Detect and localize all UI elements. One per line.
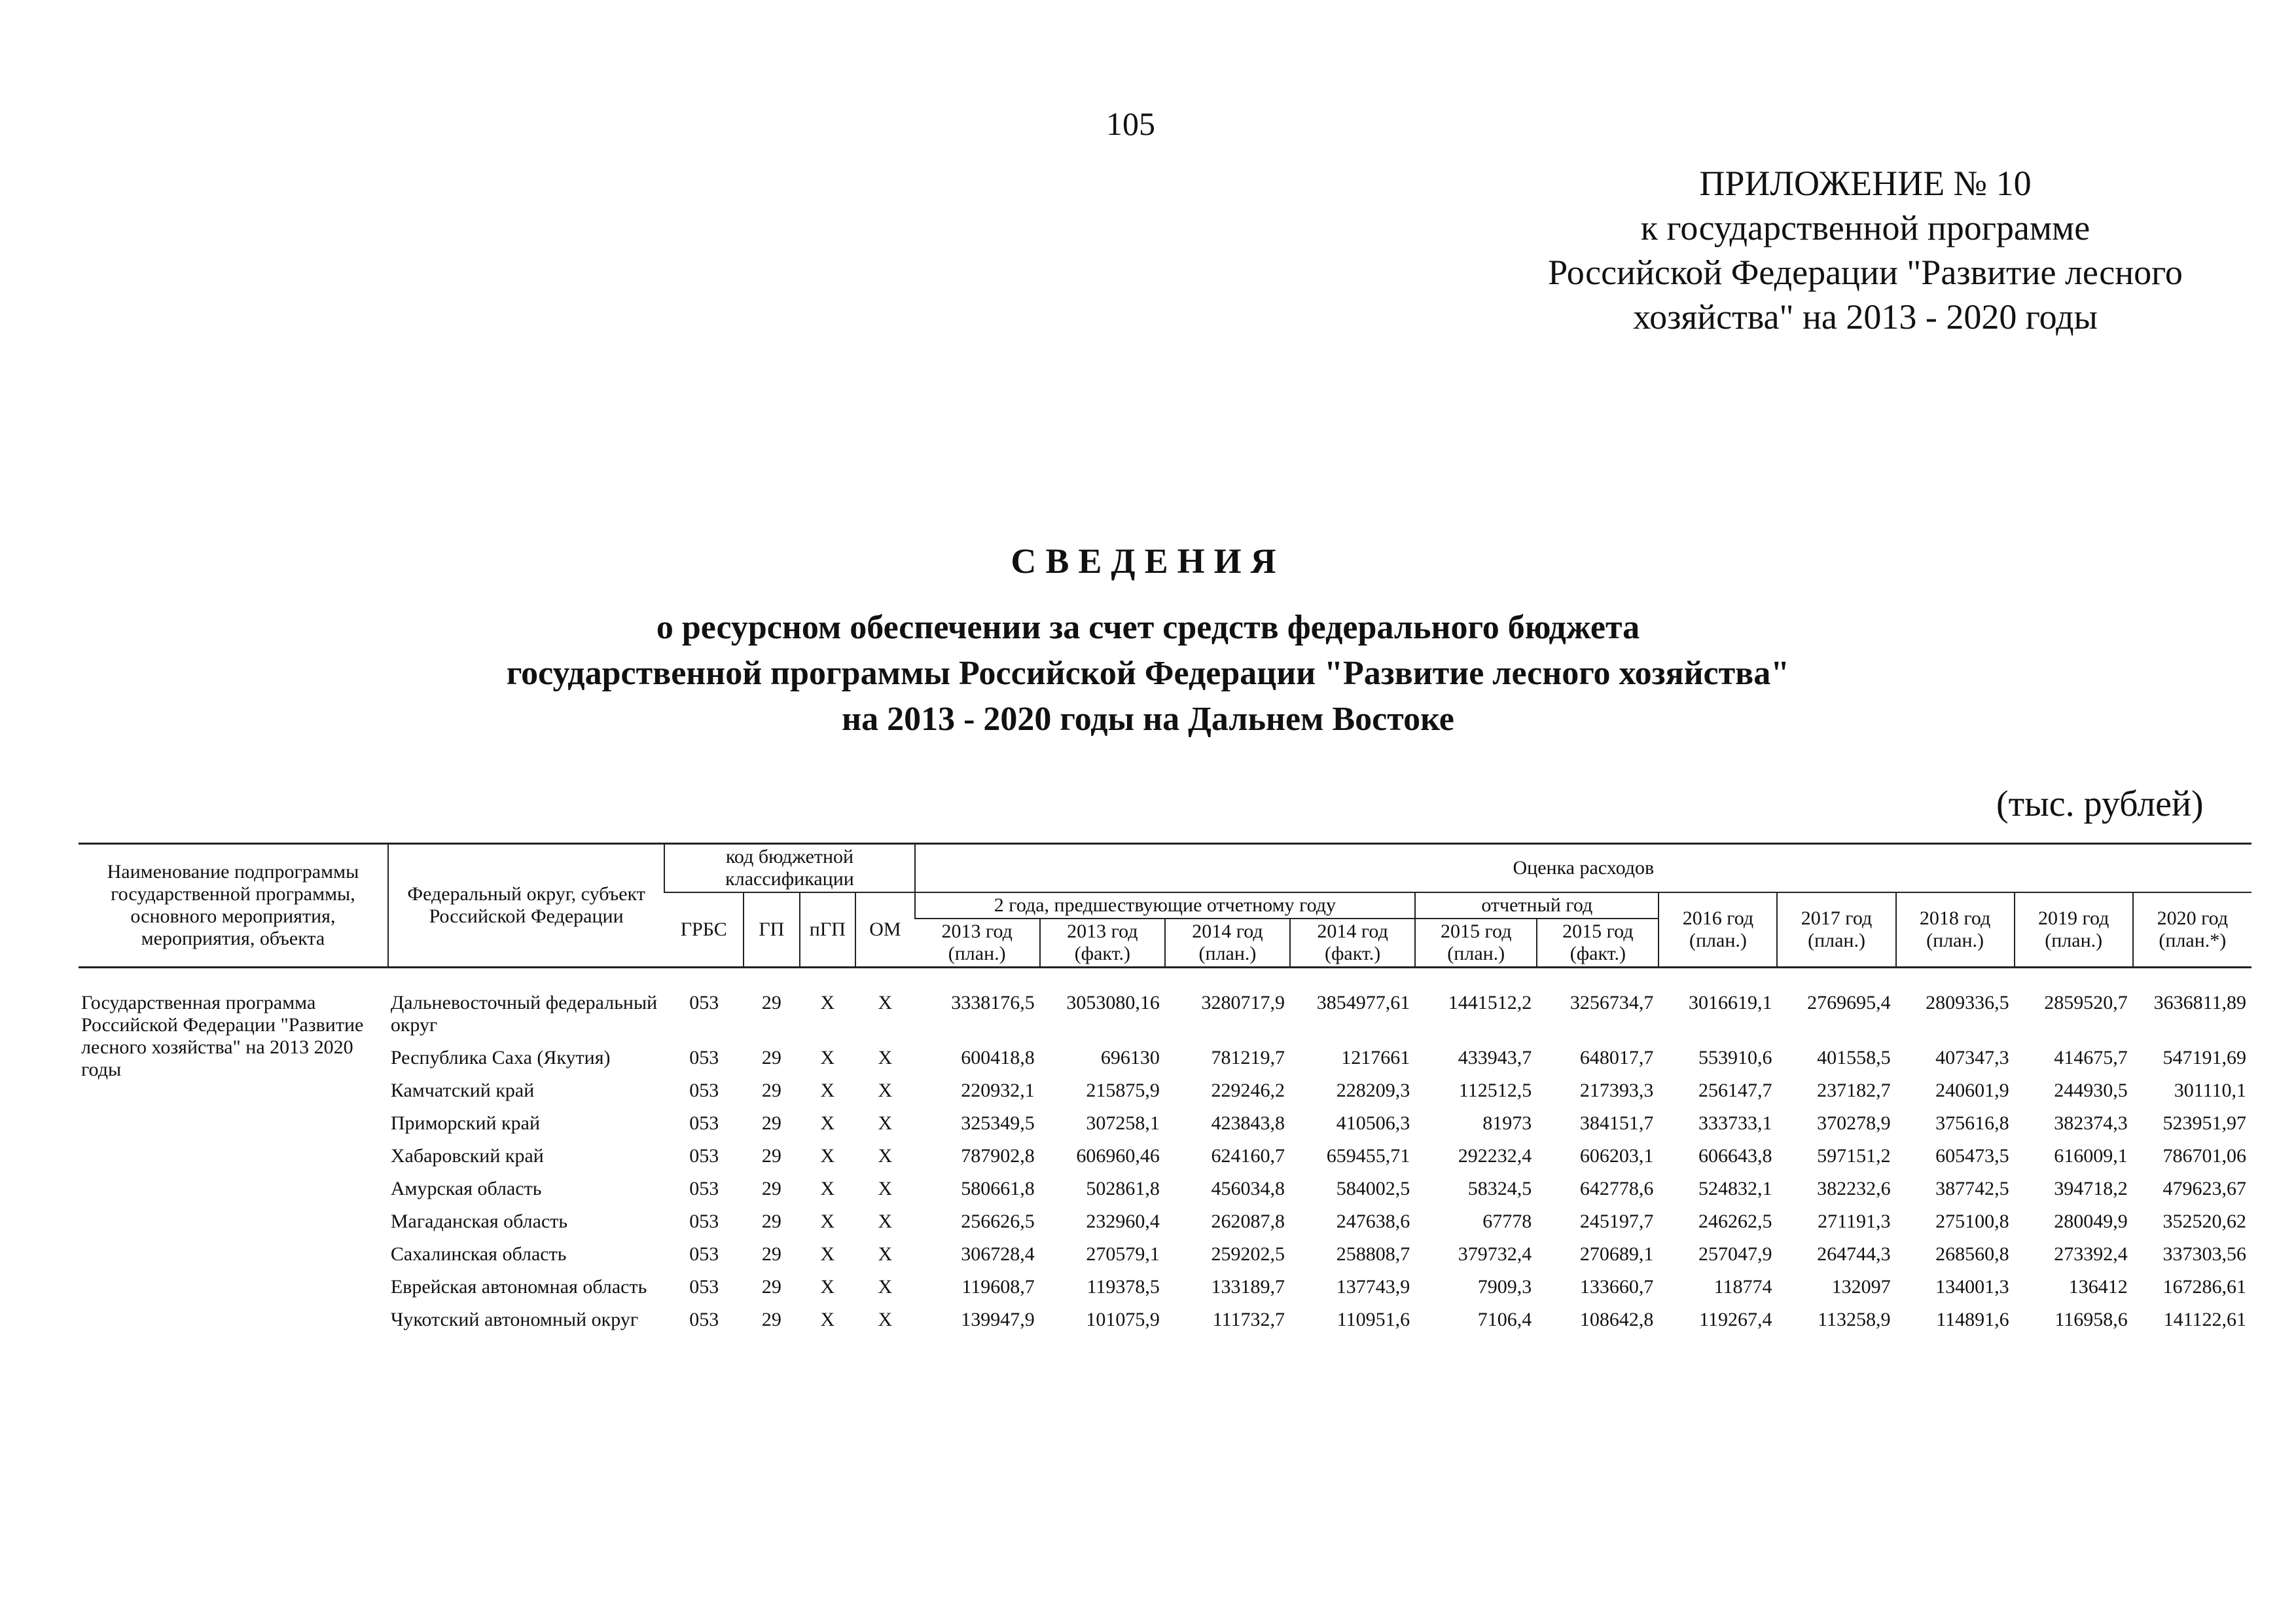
gp-cell: 29: [761, 1309, 781, 1330]
value-2013-plan: 256626,5: [961, 1211, 1035, 1232]
value-2013-fact: 101075,9: [1086, 1309, 1160, 1330]
value-2019: 382374,3: [2054, 1112, 2128, 1134]
grbs-cell: 053: [689, 992, 719, 1013]
value-2015-fact: 606203,1: [1579, 1145, 1654, 1167]
value-2017: 113258,9: [1818, 1309, 1891, 1330]
gp-cell: 29: [761, 1080, 781, 1101]
value-2013-plan: 600418,8: [961, 1047, 1035, 1068]
table-row: [79, 1306, 2251, 1339]
value-2015-plan: 58324,5: [1467, 1178, 1532, 1199]
value-2014-plan: 423843,8: [1211, 1112, 1285, 1134]
header-2020: 2020 год (план.*): [2133, 892, 2251, 968]
region-cell: Приморский край: [390, 1112, 540, 1134]
region-cell: Хабаровский край: [390, 1145, 544, 1167]
value-2018: 375616,8: [1935, 1112, 2009, 1134]
gp-cell: 29: [761, 1178, 781, 1199]
table-row: [79, 1175, 2251, 1208]
value-2020: 479623,67: [2162, 1178, 2246, 1199]
om-cell: Х: [878, 992, 893, 1013]
grbs-cell: 053: [689, 1211, 719, 1232]
subtitle-line-3: на 2013 - 2020 годы на Дальнем Востоке: [842, 701, 1454, 738]
value-2014-fact: 228209,3: [1336, 1080, 1410, 1101]
header-2014-fact: 2014 год (факт.): [1290, 919, 1415, 968]
value-2015-fact: 108642,8: [1579, 1309, 1654, 1330]
value-2013-plan: 325349,5: [961, 1112, 1035, 1134]
header-2017: 2017 год (план.): [1777, 892, 1895, 968]
value-2013-fact: 307258,1: [1086, 1112, 1160, 1134]
value-2014-fact: 659455,71: [1326, 1145, 1410, 1167]
value-2013-plan: 787902,8: [961, 1145, 1035, 1167]
pgp-cell: Х: [820, 992, 835, 1013]
value-2018: 387742,5: [1935, 1178, 2009, 1199]
value-2020: 167286,61: [2162, 1276, 2246, 1298]
value-2015-fact: 384151,7: [1579, 1112, 1654, 1134]
value-2014-fact: 258808,7: [1336, 1243, 1410, 1265]
value-2013-fact: 270579,1: [1086, 1243, 1160, 1265]
header-prior-years: 2 года, предшествующие отчетному году: [915, 892, 1416, 919]
value-2020: 141122,61: [2163, 1309, 2246, 1330]
region-cell: Республика Саха (Якутия): [390, 1047, 611, 1068]
value-2020: 337303,56: [2162, 1243, 2246, 1265]
value-2014-plan: 262087,8: [1211, 1211, 1285, 1232]
value-2014-plan: 259202,5: [1211, 1243, 1285, 1265]
grbs-cell: 053: [689, 1178, 719, 1199]
header-estimate-group: Оценка расходов: [915, 844, 2251, 893]
value-2013-fact: 119378,5: [1086, 1276, 1160, 1298]
appendix-line-4: хозяйства" на 2013 - 2020 годы: [1633, 297, 2098, 337]
header-2013-fact: 2013 год (факт.): [1040, 919, 1165, 968]
header-report-year: отчетный год: [1415, 892, 1659, 919]
value-2015-plan: 292232,4: [1458, 1145, 1532, 1167]
value-2015-fact: 642778,6: [1579, 1178, 1654, 1199]
value-2015-plan: 1441512,2: [1448, 992, 1532, 1013]
value-2016: 524832,1: [1698, 1178, 1772, 1199]
grbs-cell: 053: [689, 1309, 719, 1330]
table-row: [79, 1208, 2251, 1241]
value-2017: 382232,6: [1817, 1178, 1891, 1199]
value-2015-plan: 433943,7: [1458, 1047, 1532, 1068]
value-2013-fact: 696130: [1100, 1047, 1160, 1068]
header-2018: 2018 год (план.): [1896, 892, 2015, 968]
value-2019: 394718,2: [2054, 1178, 2128, 1199]
grbs-cell: 053: [689, 1145, 719, 1167]
budget-table: [79, 843, 2251, 1339]
value-2014-plan: 624160,7: [1211, 1145, 1285, 1167]
value-2013-plan: 220932,1: [961, 1080, 1035, 1101]
header-pgp: пГП: [800, 892, 856, 968]
header-2014-plan: 2014 год (план.): [1165, 919, 1290, 968]
pgp-cell: Х: [820, 1178, 835, 1199]
value-2018: 2809336,5: [1926, 992, 2009, 1013]
appendix-block: [1505, 161, 2225, 339]
grbs-cell: 053: [689, 1112, 719, 1134]
pgp-cell: Х: [820, 1276, 835, 1298]
program-name-cell: Государственная программа Российской Федерации "Развитие лесного хозяйства" на 2013 2020 годы: [81, 992, 364, 1080]
header-2015-plan: 2015 год (план.): [1415, 919, 1537, 968]
value-2015-plan: 7909,3: [1477, 1276, 1532, 1298]
document-subtitle: [0, 605, 2296, 742]
value-2013-plan: 119608,7: [961, 1276, 1035, 1298]
header-2013-plan: 2013 год (план.): [915, 919, 1040, 968]
table-row: [79, 1077, 2251, 1110]
value-2019: 414675,7: [2054, 1047, 2128, 1068]
value-2013-plan: 306728,4: [961, 1243, 1035, 1265]
value-2014-fact: 247638,6: [1336, 1211, 1410, 1232]
gp-cell: 29: [761, 1047, 781, 1068]
table-row: [79, 968, 2251, 1045]
region-cell: Камчатский край: [390, 1080, 535, 1101]
value-2019: 280049,9: [2054, 1211, 2128, 1232]
value-2018: 605473,5: [1935, 1145, 2009, 1167]
value-2016: 118774: [1713, 1276, 1772, 1298]
appendix-line-3: Российской Федерации "Развитие лесного: [1548, 253, 2183, 292]
gp-cell: 29: [761, 1211, 781, 1232]
gp-cell: 29: [761, 1145, 781, 1167]
pgp-cell: Х: [820, 1145, 835, 1167]
value-2016: 553910,6: [1698, 1047, 1772, 1068]
pgp-cell: Х: [820, 1112, 835, 1134]
page-number: 105: [1106, 105, 1155, 142]
value-2017: 271191,3: [1818, 1211, 1891, 1232]
value-2015-fact: 133660,7: [1579, 1276, 1654, 1298]
value-2015-fact: 648017,7: [1579, 1047, 1654, 1068]
value-2017: 132097: [1831, 1276, 1891, 1298]
value-2020: 547191,69: [2162, 1047, 2246, 1068]
header-2015-fact: 2015 год (факт.): [1537, 919, 1659, 968]
table-row: [79, 1044, 2251, 1077]
value-2020: 301110,1: [2174, 1080, 2246, 1101]
om-cell: Х: [878, 1047, 893, 1068]
value-2016: 119267,4: [1699, 1309, 1772, 1330]
value-2013-plan: 3338176,5: [951, 992, 1035, 1013]
value-2014-fact: 137743,9: [1336, 1276, 1410, 1298]
value-2015-fact: 245197,7: [1579, 1211, 1654, 1232]
header-2019: 2019 год (план.): [2015, 892, 2133, 968]
table-row: [79, 1142, 2251, 1175]
om-cell: Х: [878, 1112, 893, 1134]
grbs-cell: 053: [689, 1047, 719, 1068]
value-2020: 352520,62: [2162, 1211, 2246, 1232]
value-2015-plan: 379732,4: [1458, 1243, 1532, 1265]
value-2020: 786701,06: [2162, 1145, 2246, 1167]
value-2020: 523951,97: [2162, 1112, 2246, 1134]
om-cell: Х: [878, 1276, 893, 1298]
value-2017: 597151,2: [1817, 1145, 1891, 1167]
value-2016: 333733,1: [1698, 1112, 1772, 1134]
value-2018: 134001,3: [1935, 1276, 2009, 1298]
value-2014-fact: 584002,5: [1336, 1178, 1410, 1199]
om-cell: Х: [878, 1145, 893, 1167]
value-2019: 116958,6: [2054, 1309, 2128, 1330]
table-row: [79, 1273, 2251, 1306]
om-cell: Х: [878, 1080, 893, 1101]
value-2015-plan: 67778: [1482, 1211, 1532, 1232]
region-cell: Чукотский автономный округ: [390, 1309, 639, 1330]
value-2019: 2859520,7: [2044, 992, 2128, 1013]
subtitle-line-1: о ресурсном обеспечении за счет средств федерального бюджета: [656, 609, 1640, 646]
value-2015-plan: 7106,4: [1477, 1309, 1532, 1330]
value-2020: 3636811,89: [2153, 992, 2246, 1013]
value-2016: 3016619,1: [1688, 992, 1772, 1013]
gp-cell: 29: [761, 1243, 781, 1265]
value-2019: 273392,4: [2054, 1243, 2128, 1265]
om-cell: Х: [878, 1211, 893, 1232]
header-program: Наименование подпрограммы государственной программы, основного мероприятия, мероприятия, объекта: [79, 844, 388, 968]
value-2013-fact: 215875,9: [1086, 1080, 1160, 1101]
pgp-cell: Х: [820, 1080, 835, 1101]
value-2016: 606643,8: [1698, 1145, 1772, 1167]
om-cell: Х: [878, 1243, 893, 1265]
header-gp: ГП: [744, 892, 800, 968]
value-2017: 370278,9: [1817, 1112, 1891, 1134]
pgp-cell: Х: [820, 1309, 835, 1330]
value-2014-plan: 111732,7: [1212, 1309, 1285, 1330]
value-2016: 256147,7: [1698, 1080, 1772, 1101]
table-row: [79, 1110, 2251, 1142]
value-2015-fact: 217393,3: [1579, 1080, 1654, 1101]
value-2014-fact: 410506,3: [1336, 1112, 1410, 1134]
om-cell: Х: [878, 1178, 893, 1199]
value-2018: 275100,8: [1935, 1211, 2009, 1232]
value-2018: 240601,9: [1935, 1080, 2009, 1101]
value-2019: 244930,5: [2054, 1080, 2128, 1101]
table-row: [79, 1241, 2251, 1273]
header-code-group: код бюджетной классификации: [664, 844, 914, 893]
region-cell: Дальневосточный федеральный округ: [390, 992, 658, 1036]
region-cell: Магаданская область: [390, 1211, 568, 1232]
grbs-cell: 053: [689, 1243, 719, 1265]
value-2018: 114891,6: [1936, 1309, 2009, 1330]
value-2013-fact: 606960,46: [1076, 1145, 1160, 1167]
value-2014-fact: 110951,6: [1336, 1309, 1410, 1330]
om-cell: Х: [878, 1309, 893, 1330]
region-cell: Амурская область: [390, 1178, 542, 1199]
subtitle-line-2: государственной программы Российской Федерации "Развитие лесного хозяйства": [506, 655, 1790, 692]
value-2013-fact: 502861,8: [1086, 1178, 1160, 1199]
header-2016: 2016 год (план.): [1659, 892, 1777, 968]
value-2019: 616009,1: [2054, 1145, 2128, 1167]
value-2013-fact: 3053080,16: [1066, 992, 1160, 1013]
grbs-cell: 053: [689, 1080, 719, 1101]
value-2017: 401558,5: [1817, 1047, 1891, 1068]
header-om: ОМ: [855, 892, 915, 968]
value-2014-plan: 133189,7: [1211, 1276, 1285, 1298]
value-2013-plan: 580661,8: [961, 1178, 1035, 1199]
value-2017: 2769695,4: [1807, 992, 1891, 1013]
appendix-line-2: к государственной программе: [1640, 208, 2090, 247]
value-2019: 136412: [2068, 1276, 2128, 1298]
value-2017: 264744,3: [1817, 1243, 1891, 1265]
value-2014-plan: 229246,2: [1211, 1080, 1285, 1101]
gp-cell: 29: [761, 992, 781, 1013]
value-2015-plan: 81973: [1482, 1112, 1532, 1134]
value-2014-fact: 3854977,61: [1316, 992, 1410, 1013]
region-cell: Сахалинская область: [390, 1243, 567, 1265]
value-2018: 268560,8: [1935, 1243, 2009, 1265]
pgp-cell: Х: [820, 1211, 835, 1232]
value-2017: 237182,7: [1817, 1080, 1891, 1101]
value-2014-fact: 1217661: [1341, 1047, 1410, 1068]
value-2014-plan: 3280717,9: [1201, 992, 1285, 1013]
value-2014-plan: 781219,7: [1211, 1047, 1285, 1068]
value-2013-fact: 232960,4: [1086, 1211, 1160, 1232]
value-2016: 257047,9: [1698, 1243, 1772, 1265]
value-2014-plan: 456034,8: [1211, 1178, 1285, 1199]
value-2015-plan: 112512,5: [1458, 1080, 1532, 1101]
header-grbs: ГРБС: [664, 892, 744, 968]
gp-cell: 29: [761, 1112, 781, 1134]
value-2013-plan: 139947,9: [961, 1309, 1035, 1330]
value-2015-fact: 270689,1: [1579, 1243, 1654, 1265]
gp-cell: 29: [761, 1276, 781, 1298]
pgp-cell: Х: [820, 1047, 835, 1068]
document-title: СВЕДЕНИЯ: [1011, 541, 1285, 581]
region-cell: Еврейская автономная область: [390, 1276, 647, 1298]
units-label: (тыс. рублей): [1996, 784, 2204, 824]
grbs-cell: 053: [689, 1276, 719, 1298]
value-2016: 246262,5: [1698, 1211, 1772, 1232]
value-2018: 407347,3: [1935, 1047, 2009, 1068]
appendix-line-1: ПРИЛОЖЕНИЕ № 10: [1699, 164, 2032, 203]
value-2015-fact: 3256734,7: [1570, 992, 1654, 1013]
header-region: Федеральный округ, субъект Российской Федерации: [388, 844, 665, 968]
pgp-cell: Х: [820, 1243, 835, 1265]
